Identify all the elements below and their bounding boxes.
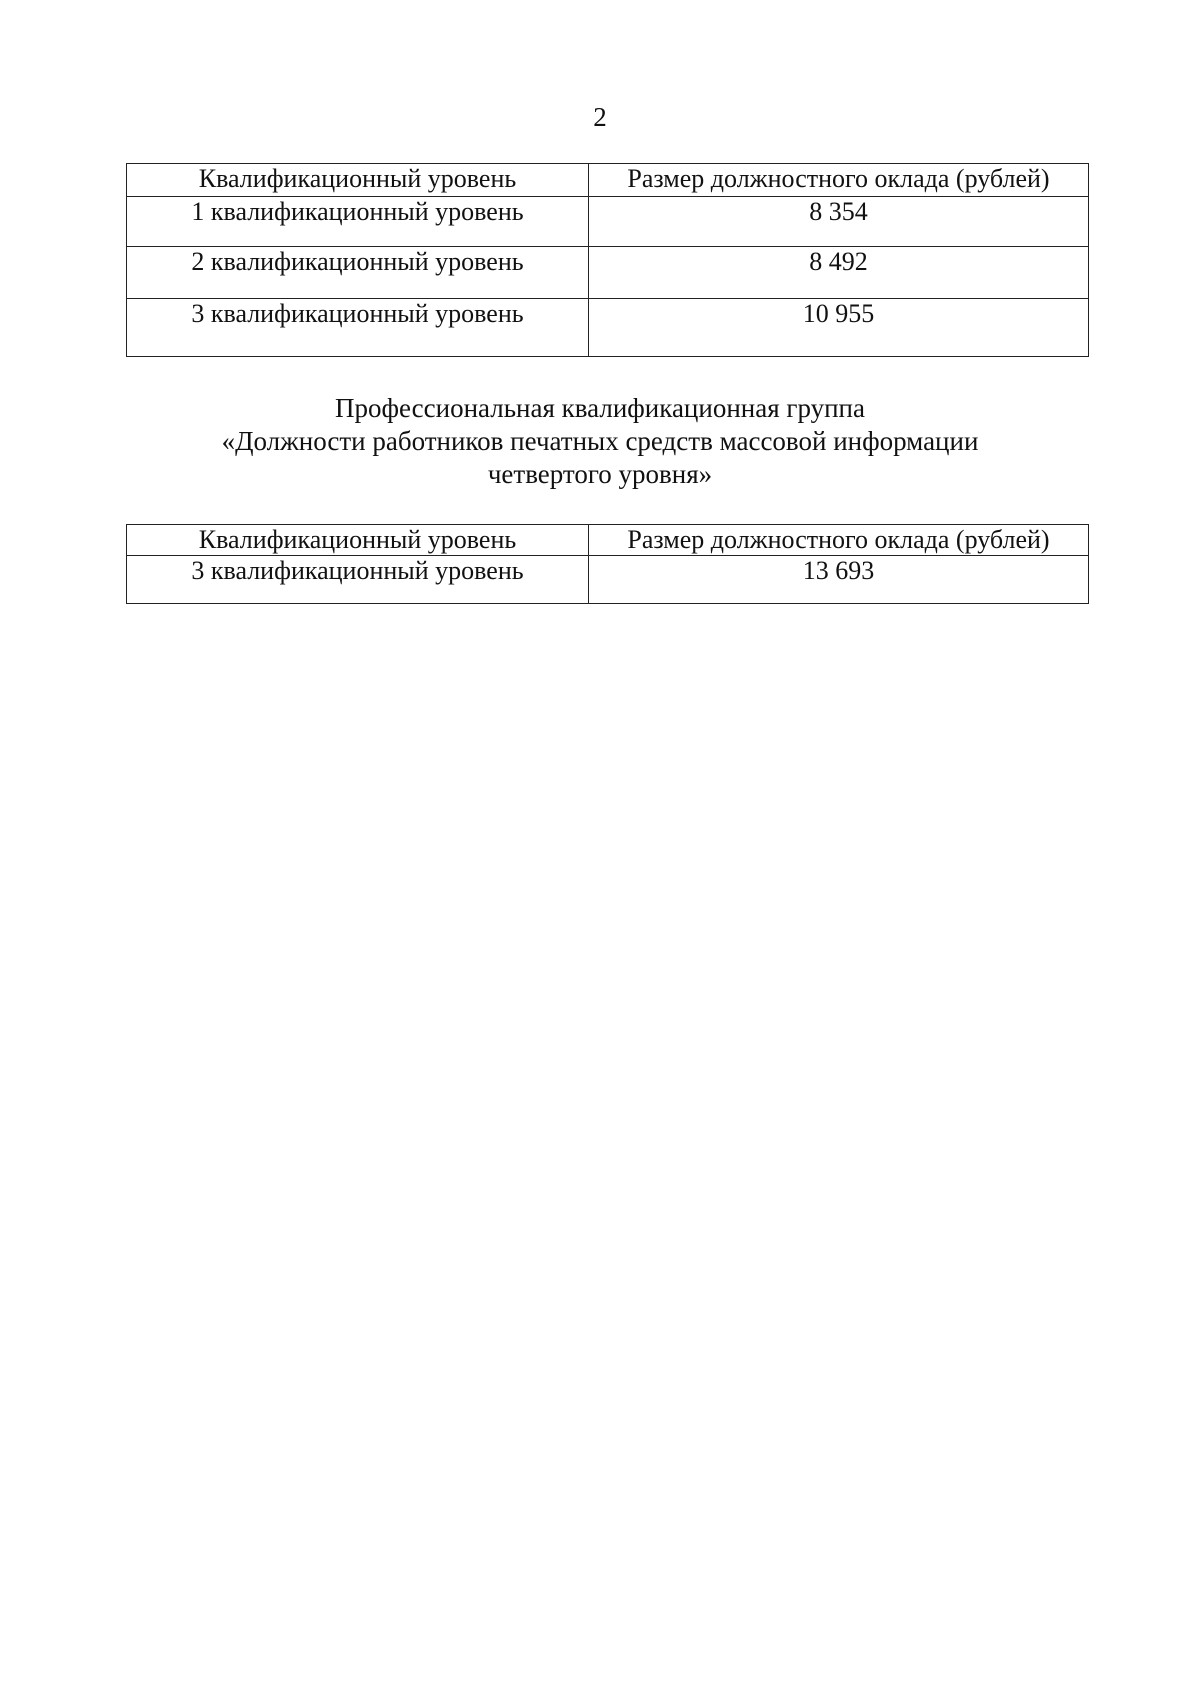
table-header-row [127, 164, 1089, 197]
table-row [127, 197, 1089, 247]
page-number: 2 [593, 102, 607, 132]
cell-salary: 8 354 [589, 197, 1089, 247]
group-heading-line: четвертого уровня» [487, 459, 713, 489]
table-row [127, 247, 1089, 299]
salary-table-2 [126, 524, 1089, 604]
header-qualification-level: Квалификационный уровень [127, 164, 589, 197]
cell-salary: 10 955 [589, 299, 1089, 357]
table-row [127, 299, 1089, 357]
table-header-row [127, 525, 1089, 556]
group-heading-line: «Должности работников печатных средств массовой информации [221, 426, 979, 456]
header-qualification-level: Квалификационный уровень [127, 525, 589, 556]
cell-salary: 13 693 [589, 556, 1089, 604]
header-salary-size: Размер должностного оклада (рублей) [589, 164, 1089, 197]
cell-level: 3 квалификационный уровень [127, 556, 589, 604]
cell-level: 1 квалификационный уровень [127, 197, 589, 247]
cell-level: 3 квалификационный уровень [127, 299, 589, 357]
cell-salary: 8 492 [589, 247, 1089, 299]
cell-level: 2 квалификационный уровень [127, 247, 589, 299]
header-salary-size: Размер должностного оклада (рублей) [589, 525, 1089, 556]
group-heading [0, 392, 1200, 491]
group-heading-line: Профессиональная квалификационная группа [335, 393, 865, 423]
salary-table-1 [126, 163, 1089, 357]
table-row [127, 556, 1089, 604]
